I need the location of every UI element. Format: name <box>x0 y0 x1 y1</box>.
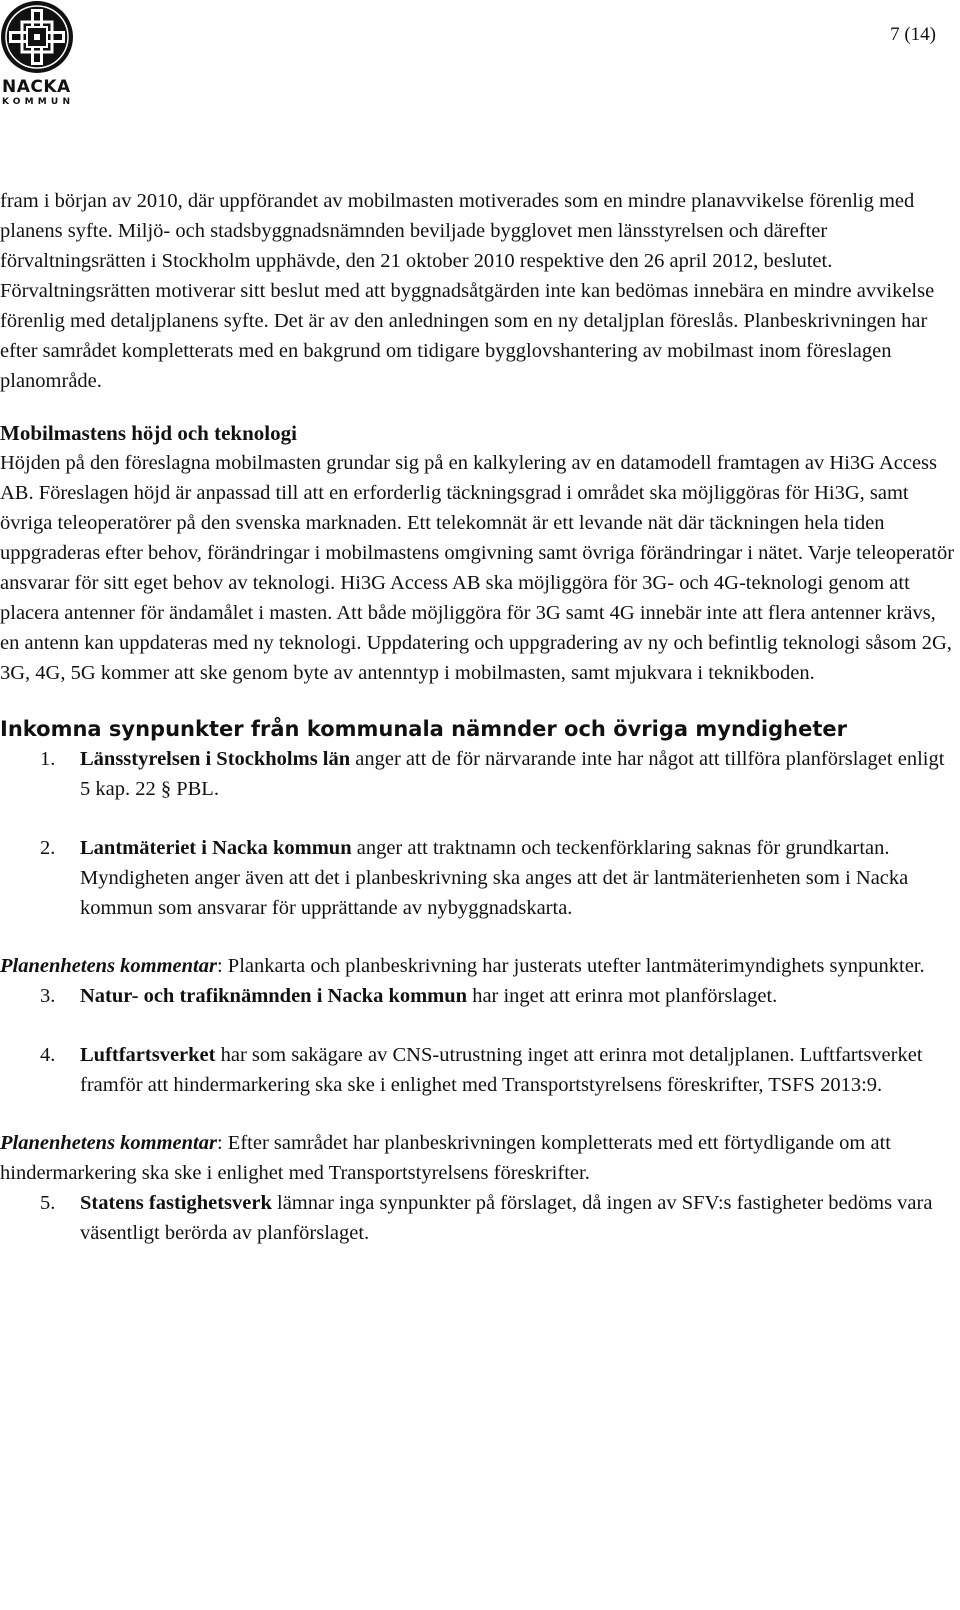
item-text: anger att traktnamn och teckenförklaring saknas för grundkartan. Myndigheten anger även att det i planbeskrivning ska anges att det är lantmäterienheten som i Nacka kommun som ansvarar för upprättande av nybyggnadskarta. <box>80 837 909 919</box>
comment-label: Planenhetens kommentar <box>0 1132 217 1154</box>
technology-paragraph: Höjden på den föreslagna mobilmasten grundar sig på en kalkylering av en datamodell framtagen av Hi3G Access AB. Föreslagen höjd är anpassad till att en erforderlig täckningsgrad i området ska möjliggöras för Hi3G, samt övriga teleoperatörer på den svenska marknaden. Ett telekomnät är ett levande nät där täckningen hela tiden uppgraderas efter behov, förändringar i mobilmastens omgivning samt övriga förändringar i nätet. Varje teleoperatör ansvarar för sitt eget behov av teknologi. Hi3G Access AB ska möjliggöra för 3G- och 4G-teknologi genom att placera antenner för ändamålet i masten. Att både möjliggöra för 3G samt 4G innebär inte att flera antenner krävs, en antenn kan uppdateras med ny teknologi. Uppdatering och uppgradering av ny och befintlig teknologi såsom 2G, 3G, 4G, 5G kommer att ske genom byte av antenntyp i mobilmasten, samt mjukvara i teknikboden. <box>0 452 955 684</box>
item-text: har som sakägare av CNS-utrustning inget att erinra mot detaljplanen. Luftfartsverket framför att hindermarkering ska ske i enlighet med Transportstyrelsens föreskrifter, TSFS 2013:9. <box>80 1044 923 1096</box>
list-item <box>0 981 958 1011</box>
item-body <box>80 1040 958 1100</box>
item-text: har inget att erinra mot planförslaget. <box>467 985 778 1007</box>
item-subject: Luftfartsverket <box>80 1044 216 1066</box>
nacka-emblem-icon <box>0 0 74 74</box>
list-item <box>0 833 958 923</box>
item-number: 3. <box>40 985 56 1007</box>
item-number: 5. <box>40 1192 56 1214</box>
list-item <box>0 1040 958 1100</box>
item-number: 2. <box>40 837 56 859</box>
logo-name: NACKA <box>2 77 71 97</box>
document-body <box>0 186 958 1248</box>
opinions-list <box>0 744 958 923</box>
item-body <box>80 833 958 923</box>
item-number: 1. <box>40 748 56 770</box>
item-body <box>80 1188 958 1248</box>
item-subject: Natur- och trafiknämnden i Nacka kommun <box>80 985 468 1007</box>
opinions-list-continued <box>0 981 958 1100</box>
intro-paragraph: fram i början av 2010, där uppförandet av mobilmasten motiverades som en mindre planavvikelse förenlig med planens syfte. Miljö- och stadsbyggnadsnämnden beviljade bygglovet men länsstyrelsen och därefter förvaltningsrätten i Stockholm upphävde, den 21 oktober 2010 respektive den 26 april 2012, beslutet. Förvaltningsrätten motiverar sitt beslut med att byggnadsåtgärden inte kan bedömas innebära en mindre avvikelse förenlig med detaljplanens syfte. Det är av den anledningen som en ny detaljplan föreslås. Planbeskrivningen har efter samrådet kompletterats med en bakgrund om tidigare bygglovshantering av mobilmast inom föreslagen planområde. <box>0 190 935 392</box>
comment-text: : Plankarta och planbeskrivning har justerats utefter lantmäterimyndighets synpunkter. <box>216 955 925 977</box>
technology-section <box>0 418 958 688</box>
logo-subtitle: KOMMUN <box>2 97 75 107</box>
item-subject: Lantmäteriet i Nacka kommun <box>80 837 352 859</box>
comment-text: : Efter samrådet har planbeskrivningen kompletterats med ett förtydligande om att hindermarkering ska ske i enlighet med Transportstyrelsens föreskrifter. <box>0 1132 891 1184</box>
technology-heading: Mobilmastens höjd och teknologi <box>0 421 297 445</box>
opinions-section <box>0 714 958 1248</box>
comment-label: Planenhetens kommentar <box>0 955 217 977</box>
planning-comment <box>0 951 958 981</box>
item-number: 4. <box>40 1044 56 1066</box>
page-number: 7 (14) <box>890 24 936 45</box>
list-item <box>0 744 958 804</box>
opinions-list-final <box>0 1188 958 1248</box>
opinions-heading: Inkomna synpunkter från kommunala nämnder och övriga myndigheter <box>0 717 847 741</box>
item-text: lämnar inga synpunkter på förslaget, då ingen av SFV:s fastigheter bedöms vara väsentligt berörda av planförslaget. <box>80 1192 933 1244</box>
item-body <box>80 744 958 804</box>
item-text: anger att de för närvarande inte har något att tillföra planförslaget enligt 5 kap. 22 § PBL. <box>80 748 945 800</box>
nacka-logo <box>0 0 78 112</box>
item-body <box>80 981 958 1011</box>
item-subject: Statens fastighetsverk <box>80 1192 272 1214</box>
planning-comment <box>0 1128 958 1188</box>
list-item <box>0 1188 958 1248</box>
item-subject: Länsstyrelsen i Stockholms län <box>80 748 351 770</box>
